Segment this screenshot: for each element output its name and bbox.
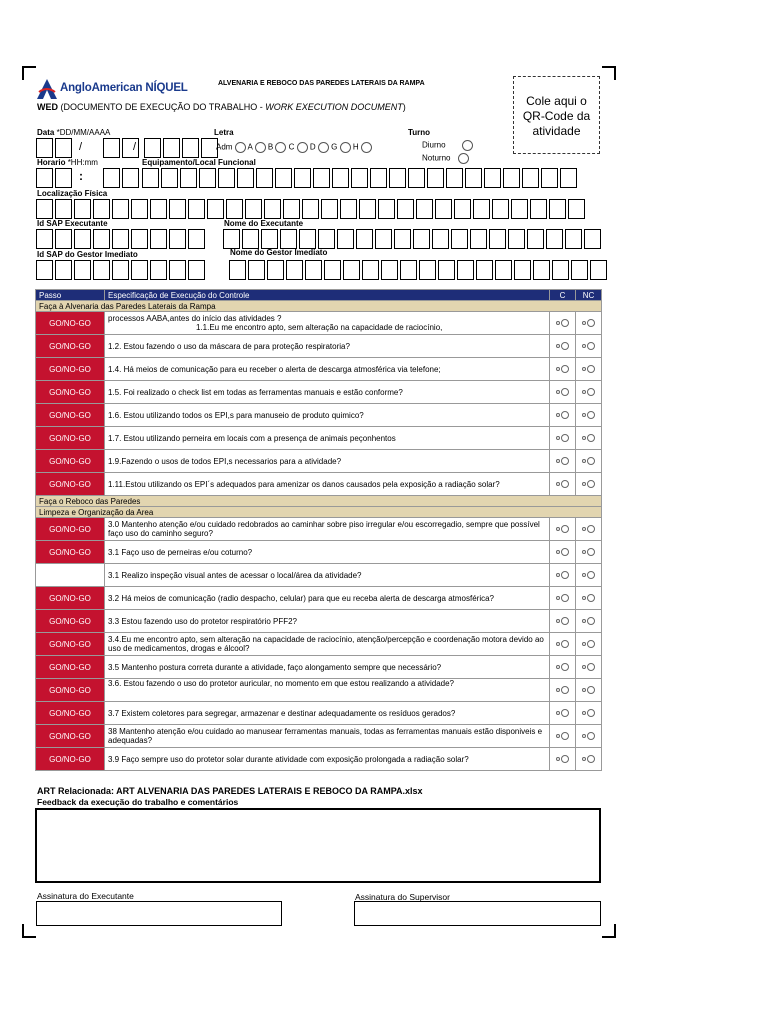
control-spec-text: 3.0 Mantenho atenção e/ou cuidado redobrados ao caminhar sobre piso irregular e/ou escorregadio, sempre que possível faço uso do caminho seguro? xyxy=(105,518,550,541)
nome-executante-cells[interactable] xyxy=(223,229,603,249)
nc-radio[interactable] xyxy=(576,473,602,496)
checklist-row xyxy=(36,358,602,381)
c-radio[interactable] xyxy=(550,656,576,679)
go-no-go-tag: GO/NO-GO xyxy=(36,450,105,473)
go-no-go-tag: GO/NO-GO xyxy=(36,427,105,450)
id-sap-gestor-cells[interactable] xyxy=(36,260,207,280)
assinatura-executante-field[interactable] xyxy=(36,901,282,926)
qr-code-placeholder: Cole aqui o QR-Code da atividade xyxy=(513,76,600,154)
nome-gestor-cells[interactable] xyxy=(229,260,609,280)
nc-radio[interactable] xyxy=(576,564,602,587)
id-sap-gestor-label: Id SAP do Gestor Imediato xyxy=(37,250,138,259)
checklist-row xyxy=(36,518,602,541)
nc-radio[interactable] xyxy=(576,748,602,771)
go-no-go-tag: GO/NO-GO xyxy=(36,587,105,610)
feedback-textarea[interactable] xyxy=(35,808,601,883)
nc-radio[interactable] xyxy=(576,725,602,748)
c-radio[interactable] xyxy=(550,633,576,656)
c-radio[interactable] xyxy=(550,358,576,381)
nc-radio[interactable] xyxy=(576,381,602,404)
section-title: Faça à Alvenaria das Paredes Laterais da Rampa xyxy=(36,301,602,312)
nc-radio[interactable] xyxy=(576,702,602,725)
col-spec: Especificação de Execução do Controle xyxy=(105,290,550,301)
checklist-row xyxy=(36,381,602,404)
go-no-go-tag: GO/NO-GO xyxy=(36,358,105,381)
control-spec-text: 3.4.Eu me encontro apto, sem alteração na capacidade de raciocínio, atenção/percepção e coordenação motora devido ao uso de medicamentos, drogas e álcool? xyxy=(105,633,550,656)
nc-radio[interactable] xyxy=(576,587,602,610)
control-spec-text: 1.6. Estou utilizando todos os EPI,s para manuseio de produto quimico? xyxy=(105,404,550,427)
crop-mark-top-left xyxy=(22,66,36,80)
c-radio[interactable] xyxy=(550,518,576,541)
date-slash-1: / xyxy=(79,141,83,153)
section-row xyxy=(36,301,602,312)
nc-radio[interactable] xyxy=(576,450,602,473)
c-radio[interactable] xyxy=(550,748,576,771)
assinatura-supervisor-label: Assinatura do Supervisor xyxy=(355,892,450,902)
checklist-row xyxy=(36,679,602,702)
col-passo: Passo xyxy=(36,290,105,301)
checklist-row xyxy=(36,610,602,633)
date-slash-2: / xyxy=(133,141,137,153)
go-no-go-tag: GO/NO-GO xyxy=(36,725,105,748)
control-spec-text xyxy=(105,312,550,335)
section-title: Limpeza e Organização da Area xyxy=(36,507,602,518)
nc-radio[interactable] xyxy=(576,335,602,358)
go-no-go-tag: GO/NO-GO xyxy=(36,610,105,633)
control-spec-line: processos AABA,antes do início das atividades ? xyxy=(108,314,282,323)
c-radio[interactable] xyxy=(550,312,576,335)
horario-label: Horario *HH:mm xyxy=(37,158,98,167)
col-nc: NC xyxy=(576,290,602,301)
equipamento-cells[interactable] xyxy=(142,168,579,188)
checklist-row xyxy=(36,702,602,725)
control-spec-text: 3.2 Há meios de comunicação (radio despacho, celular) para que eu receba alerta de descarga atmosférica? xyxy=(105,587,550,610)
horario-minute-cells[interactable] xyxy=(103,168,141,188)
date-label: Data *DD/MM/AAAA xyxy=(37,128,111,137)
anglo-american-logo-icon xyxy=(36,78,58,100)
c-radio[interactable] xyxy=(550,427,576,450)
checklist-table xyxy=(35,289,602,771)
nc-radio[interactable] xyxy=(576,312,602,335)
c-radio[interactable] xyxy=(550,450,576,473)
checklist-row xyxy=(36,404,602,427)
control-spec-text: 3.5 Mantenho postura correta durante a atividade, faço alongamento sempre que necessário? xyxy=(105,656,550,679)
nc-radio[interactable] xyxy=(576,404,602,427)
nc-radio[interactable] xyxy=(576,633,602,656)
horario-colon: : xyxy=(79,169,83,183)
go-no-go-tag: GO/NO-GO xyxy=(36,679,105,702)
go-no-go-tag: GO/NO-GO xyxy=(36,312,105,335)
wed-heading: WED (DOCUMENTO DE EXECUÇÃO DO TRABALHO - WORK EXECUTION DOCUMENT) xyxy=(37,102,406,112)
go-no-go-tag: GO/NO-GO xyxy=(36,518,105,541)
checklist-row xyxy=(36,656,602,679)
assinatura-supervisor-field[interactable] xyxy=(354,901,601,926)
art-relacionada: ART Relacionada: ART ALVENARIA DAS PAREDES LATERAIS E REBOCO DA RAMPA.xlsx xyxy=(37,786,423,796)
checklist-row xyxy=(36,335,602,358)
control-spec-text: 3.7 Existem coletores para segregar, armazenar e destinar adequadamente os resíduos gerados? xyxy=(105,702,550,725)
c-radio[interactable] xyxy=(550,335,576,358)
id-sap-executante-label: Id SAP Executante xyxy=(37,219,108,228)
control-spec-text: 1.2. Estou fazendo o uso da máscara de para proteção respiratoria? xyxy=(105,335,550,358)
checklist-row xyxy=(36,748,602,771)
c-radio[interactable] xyxy=(550,587,576,610)
date-day-cells[interactable] xyxy=(36,138,74,158)
localizacao-label: Localização Física xyxy=(37,189,108,198)
nc-radio[interactable] xyxy=(576,541,602,564)
nc-radio[interactable] xyxy=(576,656,602,679)
control-spec-text: 1.4. Há meios de comunicação para eu receber o alerta de descarga atmosférica via telefone; xyxy=(105,358,550,381)
nc-radio[interactable] xyxy=(576,358,602,381)
document-title: ALVENARIA E REBOCO DAS PAREDES LATERAIS DA RAMPA xyxy=(218,80,425,87)
nc-radio[interactable] xyxy=(576,610,602,633)
turno-noturno[interactable]: Noturno xyxy=(422,153,469,164)
crop-mark-bottom-right xyxy=(602,924,616,938)
c-radio[interactable] xyxy=(550,610,576,633)
turno-diurno[interactable]: Diurno xyxy=(422,140,473,151)
control-spec-text: 1.7. Estou utilizando perneira em locais com a presença de animais peçonhentos xyxy=(105,427,550,450)
control-spec-text: 3.1 Realizo inspeção visual antes de acessar o local/área da atividade? xyxy=(105,564,550,587)
control-spec-text: 1.11.Estou utilizando os EPI´s adequados para amenizar os danos causados pela exposição a radiação solar? xyxy=(105,473,550,496)
nc-radio[interactable] xyxy=(576,518,602,541)
nome-gestor-label: Nome do Gestor Imediato xyxy=(230,248,328,257)
section-row xyxy=(36,507,602,518)
turno-label: Turno xyxy=(408,128,431,137)
control-spec-text: 1.5. Foi realizado o check list em todas as ferramentas manuais e estão conforme? xyxy=(105,381,550,404)
nc-radio[interactable] xyxy=(576,427,602,450)
checklist-row xyxy=(36,564,602,587)
equipamento-label: Equipamento/Local Funcional xyxy=(142,158,256,167)
checklist-row xyxy=(36,541,602,564)
control-spec-text: 1.9.Fazendo o usos de todos EPI,s necessarios para a atividade? xyxy=(105,450,550,473)
letra-label: Letra xyxy=(214,128,234,137)
horario-hour-cells[interactable] xyxy=(36,168,74,188)
c-radio[interactable] xyxy=(550,404,576,427)
go-no-go-tag: GO/NO-GO xyxy=(36,633,105,656)
brand-name: AngloAmerican NÍQUEL xyxy=(60,82,188,94)
go-no-go-tag: GO/NO-GO xyxy=(36,335,105,358)
section-title: Faça o Reboco das Paredes xyxy=(36,496,602,507)
control-spec-line: 1.1.Eu me encontro apto, sem alteração na capacidade de raciocínio, xyxy=(196,323,443,332)
date-year-cells[interactable] xyxy=(144,138,220,158)
table-header-row xyxy=(36,290,602,301)
checklist-row xyxy=(36,633,602,656)
letra-options[interactable]: Adm A B C D G H xyxy=(216,142,372,153)
go-no-go-tag: GO/NO-GO xyxy=(36,404,105,427)
checklist-row xyxy=(36,450,602,473)
control-spec-text: 38 Mantenho atenção e/ou cuidado ao manusear ferramentas manuais, todas as ferramentas manuais estão disponiveis e adequadas? xyxy=(105,725,550,748)
checklist-row xyxy=(36,725,602,748)
go-no-go-tag: GO/NO-GO xyxy=(36,541,105,564)
go-no-go-tag xyxy=(36,564,105,587)
crop-mark-top-right xyxy=(602,66,616,80)
nome-executante-label: Nome do Executante xyxy=(224,219,304,228)
c-radio[interactable] xyxy=(550,702,576,725)
go-no-go-tag: GO/NO-GO xyxy=(36,473,105,496)
checklist-row xyxy=(36,312,602,335)
c-radio[interactable] xyxy=(550,381,576,404)
checklist-row xyxy=(36,473,602,496)
assinatura-executante-label: Assinatura do Executante xyxy=(37,891,134,901)
feedback-label: Feedback da execução do trabalho e comentários xyxy=(37,797,239,807)
go-no-go-tag: GO/NO-GO xyxy=(36,748,105,771)
col-c: C xyxy=(550,290,576,301)
c-radio[interactable] xyxy=(550,679,576,702)
control-spec-text: 3.1 Faço uso de perneiras e/ou coturno? xyxy=(105,541,550,564)
c-radio[interactable] xyxy=(550,541,576,564)
checklist-row xyxy=(36,427,602,450)
crop-mark-bottom-left xyxy=(22,924,36,938)
control-spec-text: 3.9 Faço sempre uso do protetor solar durante atividade com exposição prolongada a radiação solar? xyxy=(105,748,550,771)
go-no-go-tag: GO/NO-GO xyxy=(36,702,105,725)
go-no-go-tag: GO/NO-GO xyxy=(36,656,105,679)
id-sap-executante-cells[interactable] xyxy=(36,229,207,249)
control-spec-text: 3.3 Estou fazendo uso do protetor respiratório PFF2? xyxy=(105,610,550,633)
localizacao-cells[interactable] xyxy=(36,199,587,219)
c-radio[interactable] xyxy=(550,725,576,748)
go-no-go-tag: GO/NO-GO xyxy=(36,381,105,404)
c-radio[interactable] xyxy=(550,473,576,496)
nc-radio[interactable] xyxy=(576,679,602,702)
section-row xyxy=(36,496,602,507)
control-spec-text: 3.6. Estou fazendo o uso do protetor auricular, no momento em que estou realizando a atividade? xyxy=(105,679,550,702)
checklist-row xyxy=(36,587,602,610)
c-radio[interactable] xyxy=(550,564,576,587)
